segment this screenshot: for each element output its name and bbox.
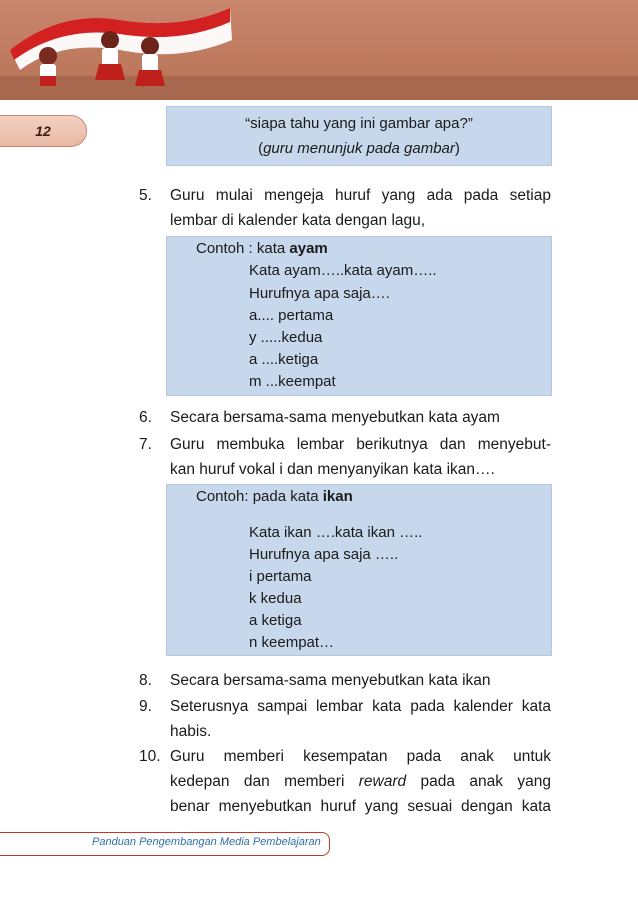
list-item-8 bbox=[139, 668, 551, 693]
example-box-ayam bbox=[166, 236, 552, 396]
list-number: 10. bbox=[139, 748, 161, 765]
list-item-10 bbox=[139, 744, 551, 824]
list-number: 7. bbox=[139, 436, 152, 453]
list-text: Seterusnya sampai lembar kata pada kalender kata habis. bbox=[170, 698, 551, 740]
list-number: 8. bbox=[139, 672, 152, 689]
example-line: n keempat… bbox=[249, 634, 335, 651]
list-item-7 bbox=[139, 432, 551, 482]
dialogue-line-2: (guru menunjuk pada gambar) bbox=[258, 140, 460, 157]
example-line: a ....ketiga bbox=[249, 351, 319, 368]
example-line: a.... pertama bbox=[249, 307, 334, 324]
example-line: y .....kedua bbox=[249, 329, 323, 346]
list-text: Guru memberi kesempatan pada anak untuk kedepan dan memberi reward pada anak yang benar menyebutkan huruf yang sesuai dengan kata bbox=[170, 748, 551, 815]
list-number: 5. bbox=[139, 187, 152, 204]
list-text: Secara bersama-sama menyebutkan kata ikan bbox=[170, 672, 491, 689]
example-line: a ketiga bbox=[249, 612, 302, 629]
list-text: Guru membuka lembar berikutnya dan menyebut- kan huruf vokal i dan menyanyikan kata ikan…. bbox=[170, 436, 551, 478]
footer-title: Panduan Pengembangan Media Pembelajaran bbox=[92, 836, 321, 848]
list-number: 6. bbox=[139, 409, 152, 426]
list-item-5 bbox=[139, 183, 551, 233]
example-line: Kata ikan ….kata ikan ….. bbox=[249, 524, 423, 541]
list-text: Guru mulai mengeja huruf yang ada pada setiap lembar di kalender kata dengan lagu, bbox=[170, 187, 551, 229]
children-flag-illustration bbox=[0, 0, 240, 100]
dialogue-line-1: “siapa tahu yang ini gambar apa?” bbox=[245, 115, 473, 132]
list-number: 9. bbox=[139, 698, 152, 715]
list-item-9 bbox=[139, 694, 551, 744]
example-label: Contoh: pada kata ikan bbox=[196, 488, 353, 505]
list-text: Secara bersama-sama menyebutkan kata ayam bbox=[170, 409, 500, 426]
example-line: m ...keempat bbox=[249, 373, 336, 390]
example-line: k kedua bbox=[249, 590, 302, 607]
example-line: Hurufnya apa saja…. bbox=[249, 285, 390, 302]
page-number-tab bbox=[0, 115, 87, 147]
list-item-6 bbox=[139, 405, 551, 430]
example-line: i pertama bbox=[249, 568, 312, 585]
page-number: 12 bbox=[35, 123, 51, 139]
dialogue-box bbox=[166, 106, 552, 166]
example-box-ikan bbox=[166, 484, 552, 656]
example-line: Kata ayam…..kata ayam….. bbox=[249, 262, 437, 279]
example-line: Hurufnya apa saja ….. bbox=[249, 546, 399, 563]
example-label: Contoh : kata ayam bbox=[196, 240, 328, 257]
